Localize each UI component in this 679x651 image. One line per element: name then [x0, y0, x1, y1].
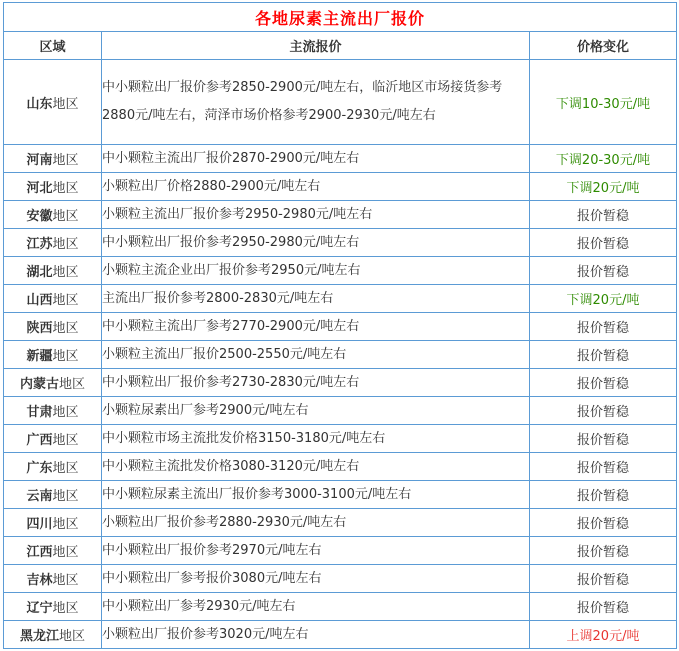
change-cell: 报价暂稳 — [530, 201, 677, 229]
region-suffix: 地区 — [52, 321, 79, 336]
region-suffix: 地区 — [52, 153, 79, 168]
province-name: 江西 — [26, 545, 53, 560]
province-name: 广西 — [26, 433, 53, 448]
region-cell — [4, 313, 102, 341]
province-name: 河南 — [26, 153, 53, 168]
header-region: 区域 — [4, 32, 102, 60]
region-suffix: 地区 — [52, 237, 79, 252]
table-row — [4, 313, 677, 341]
province-name: 山东 — [26, 96, 53, 112]
region-cell — [4, 201, 102, 229]
table-row — [4, 509, 677, 537]
province-name: 安徽 — [26, 209, 53, 224]
change-cell: 报价暂稳 — [530, 229, 677, 257]
region-cell — [4, 593, 102, 621]
province-name: 山西 — [26, 293, 53, 308]
region-suffix: 地区 — [52, 181, 79, 196]
province-name: 内蒙古 — [19, 377, 59, 392]
table-row — [4, 425, 677, 453]
table-row — [4, 229, 677, 257]
change-cell: 报价暂稳 — [530, 341, 677, 369]
province-name: 广东 — [26, 461, 53, 476]
region-suffix: 地区 — [52, 489, 79, 504]
region-suffix: 地区 — [52, 601, 79, 616]
change-cell: 下调20-30元/吨 — [530, 145, 677, 173]
table-row — [4, 537, 677, 565]
price-cell: 小颗粒出厂报价参考2880-2930元/吨左右 — [102, 509, 530, 537]
change-cell: 报价暂稳 — [530, 537, 677, 565]
change-cell: 上调20元/吨 — [530, 621, 677, 649]
table-row — [4, 341, 677, 369]
change-cell: 报价暂稳 — [530, 593, 677, 621]
province-name: 陕西 — [26, 321, 53, 336]
header-change: 价格变化 — [530, 32, 677, 60]
region-cell — [4, 257, 102, 285]
region-cell — [4, 173, 102, 201]
region-suffix: 地区 — [52, 545, 79, 560]
price-cell: 小颗粒主流企业出厂报价参考2950元/吨左右 — [102, 257, 530, 285]
price-cell: 中小颗粒主流出厂报价2870-2900元/吨左右 — [102, 145, 530, 173]
table-row — [4, 145, 677, 173]
price-cell: 中小颗粒出厂参考2930元/吨左右 — [102, 593, 530, 621]
table-row — [4, 201, 677, 229]
change-cell: 下调10-30元/吨 — [530, 60, 677, 145]
province-name: 吉林 — [26, 573, 53, 588]
region-suffix: 地区 — [59, 377, 86, 392]
price-cell: 中小颗粒出厂报价参考2970元/吨左右 — [102, 537, 530, 565]
price-cell: 中小颗粒主流出厂参考2770-2900元/吨左右 — [102, 313, 530, 341]
price-cell: 中小颗粒尿素主流出厂报价参考3000-3100元/吨左右 — [102, 481, 530, 509]
title-row — [4, 3, 677, 32]
price-cell: 中小颗粒出厂报价参考2850-2900元/吨左右，临沂地区市场接货参考2880元/吨左右，菏泽市场价格参考2900-2930元/吨左右 — [102, 60, 530, 145]
region-cell — [4, 369, 102, 397]
change-cell: 下调20元/吨 — [530, 173, 677, 201]
change-cell: 下调20元/吨 — [530, 285, 677, 313]
region-suffix: 地区 — [52, 461, 79, 476]
region-cell — [4, 481, 102, 509]
table-row — [4, 369, 677, 397]
province-name: 江苏 — [26, 237, 53, 252]
region-suffix: 地区 — [52, 517, 79, 532]
region-cell — [4, 565, 102, 593]
province-name: 新疆 — [26, 349, 53, 364]
change-cell: 报价暂稳 — [530, 397, 677, 425]
region-cell — [4, 285, 102, 313]
header-price: 主流报价 — [102, 32, 530, 60]
province-name: 辽宁 — [26, 601, 53, 616]
change-cell: 报价暂稳 — [530, 313, 677, 341]
table-row — [4, 285, 677, 313]
urea-price-table — [3, 2, 677, 649]
table-row — [4, 173, 677, 201]
region-suffix: 地区 — [52, 96, 79, 112]
region-cell — [4, 425, 102, 453]
province-name: 四川 — [26, 517, 53, 532]
price-cell: 小颗粒主流出厂报价参考2950-2980元/吨左右 — [102, 201, 530, 229]
price-cell: 小颗粒出厂报价参考3020元/吨左右 — [102, 621, 530, 649]
province-name: 黑龙江 — [19, 629, 59, 644]
change-cell: 报价暂稳 — [530, 453, 677, 481]
region-suffix: 地区 — [52, 293, 79, 308]
header-row — [4, 32, 677, 60]
table-row — [4, 397, 677, 425]
table-row — [4, 565, 677, 593]
change-cell: 报价暂稳 — [530, 481, 677, 509]
price-cell: 小颗粒主流出厂报价2500-2550元/吨左右 — [102, 341, 530, 369]
province-name: 甘肃 — [26, 405, 53, 420]
table-row — [4, 453, 677, 481]
change-cell: 报价暂稳 — [530, 425, 677, 453]
region-suffix: 地区 — [52, 265, 79, 280]
region-cell — [4, 229, 102, 257]
region-cell — [4, 397, 102, 425]
region-cell — [4, 341, 102, 369]
change-cell: 报价暂稳 — [530, 257, 677, 285]
change-cell: 报价暂稳 — [530, 369, 677, 397]
price-cell: 中小颗粒出厂报价参考2950-2980元/吨左右 — [102, 229, 530, 257]
region-suffix: 地区 — [52, 209, 79, 224]
price-cell: 小颗粒尿素出厂参考2900元/吨左右 — [102, 397, 530, 425]
table-row — [4, 481, 677, 509]
price-cell: 小颗粒出厂价格2880-2900元/吨左右 — [102, 173, 530, 201]
province-name: 湖北 — [26, 265, 53, 280]
price-cell: 中小颗粒市场主流批发价格3150-3180元/吨左右 — [102, 425, 530, 453]
region-cell — [4, 145, 102, 173]
region-suffix: 地区 — [52, 573, 79, 588]
price-cell: 中小颗粒主流批发价格3080-3120元/吨左右 — [102, 453, 530, 481]
table-row — [4, 60, 677, 145]
region-cell — [4, 621, 102, 649]
change-cell: 报价暂稳 — [530, 509, 677, 537]
region-cell — [4, 509, 102, 537]
region-suffix: 地区 — [52, 405, 79, 420]
change-cell: 报价暂稳 — [530, 565, 677, 593]
table-row — [4, 257, 677, 285]
province-name: 河北 — [26, 181, 53, 196]
table-row — [4, 621, 677, 649]
region-suffix: 地区 — [52, 349, 79, 364]
region-suffix: 地区 — [59, 629, 86, 644]
price-cell: 中小颗粒出厂报价参考2730-2830元/吨左右 — [102, 369, 530, 397]
region-cell — [4, 60, 102, 145]
table-title: 各地尿素主流出厂报价 — [4, 3, 677, 32]
province-name: 云南 — [26, 489, 53, 504]
region-cell — [4, 537, 102, 565]
table-row — [4, 593, 677, 621]
region-suffix: 地区 — [52, 433, 79, 448]
price-cell: 中小颗粒出厂参考报价3080元/吨左右 — [102, 565, 530, 593]
region-cell — [4, 453, 102, 481]
price-cell: 主流出厂报价参考2800-2830元/吨左右 — [102, 285, 530, 313]
